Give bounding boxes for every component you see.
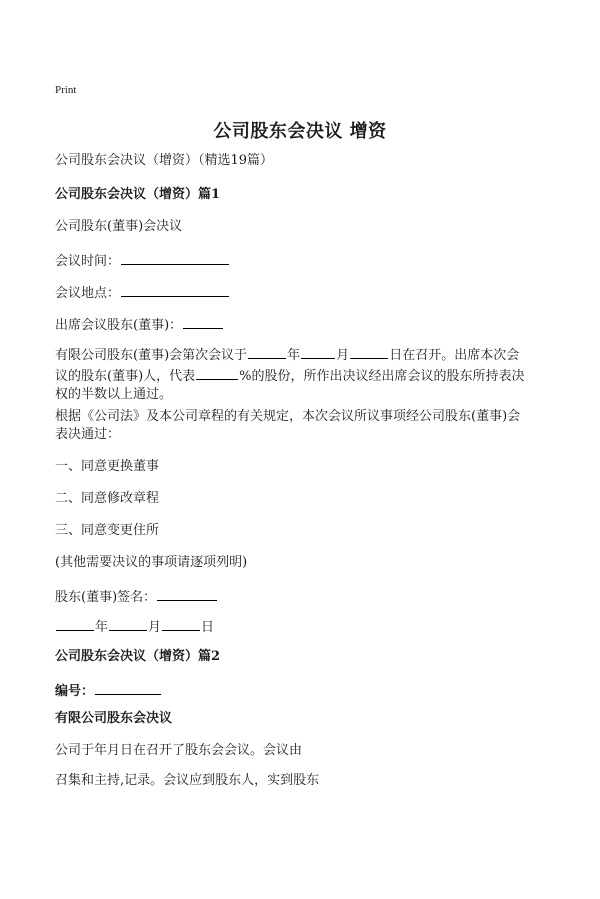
signature-row xyxy=(55,586,218,607)
date-year-blank xyxy=(56,616,94,631)
signature-blank xyxy=(157,586,217,601)
date-day: 日 xyxy=(201,620,215,635)
date-month-blank xyxy=(109,616,147,631)
part2-line-1: 公司于年月日在召开了股东会会议。会议由 xyxy=(55,743,303,758)
para1-text-b: 议的股东(董事)人，代表 xyxy=(55,369,196,384)
resolution-name: 公司股东(董事)会决议 xyxy=(55,219,183,234)
date-day-blank xyxy=(162,616,200,631)
attendees-row xyxy=(55,314,224,335)
page-title: 公司股东会决议 增资 xyxy=(213,121,387,142)
shares-blank xyxy=(196,365,238,380)
other-items-note: (其他需要决议的事项请逐项列明) xyxy=(55,555,248,570)
para1-day-rest: 日在召开。出席本次会 xyxy=(389,348,520,363)
resolution-name-2: 有限公司股东会决议 xyxy=(55,711,173,726)
number-label: 编号： xyxy=(55,684,95,699)
number-blank xyxy=(95,680,161,695)
year-blank xyxy=(248,344,286,359)
resolution-item-2: 二、同意修改章程 xyxy=(55,491,160,506)
para1-month: 月 xyxy=(336,348,350,363)
date-row xyxy=(55,616,214,637)
para1-text-a: 有限公司股东(董事)会第次会议于 xyxy=(55,348,248,363)
meeting-time-label: 会议时间： xyxy=(55,254,121,269)
print-link[interactable]: Print xyxy=(55,84,77,96)
signature-label: 股东(董事)签名： xyxy=(55,590,157,605)
law-paragraph xyxy=(55,408,547,444)
section-heading-2: 公司股东会决议（增资）篇2 xyxy=(55,649,221,664)
resolution-item-1: 一、同意更换董事 xyxy=(55,459,160,474)
law-paragraph-line1: 根据《公司法》及本公司章程的有关规定，本次会议所议事项经公司股东(董事)会 xyxy=(55,409,521,424)
para1-text-d: 权的半数以上通过。 xyxy=(55,387,173,402)
number-row xyxy=(55,680,162,701)
resolution-item-3: 三、同意变更住所 xyxy=(55,523,160,538)
day-blank xyxy=(350,344,388,359)
meeting-time-blank xyxy=(121,250,229,265)
meeting-paragraph xyxy=(55,344,547,404)
meeting-place-blank xyxy=(121,282,229,297)
attendees-label: 出席会议股东(董事)： xyxy=(55,318,183,333)
part2-line-2: 召集和主持,记录。会议应到股东人，实到股东 xyxy=(55,773,320,788)
month-blank xyxy=(301,344,335,359)
section-heading-1: 公司股东会决议（增资）篇1 xyxy=(55,187,221,202)
meeting-time-row xyxy=(55,250,230,271)
meeting-place-row xyxy=(55,282,230,303)
date-month: 月 xyxy=(148,620,162,635)
meeting-place-label: 会议地点： xyxy=(55,286,121,301)
attendees-blank xyxy=(183,314,223,329)
document-subtitle: 公司股东会决议（增资）（精选19篇） xyxy=(55,153,274,168)
date-year: 年 xyxy=(95,620,109,635)
para1-text-c: %的股份，所作出决议经出席会议的股东所持表决 xyxy=(239,369,525,384)
para1-year: 年 xyxy=(287,348,301,363)
law-paragraph-line2: 表决通过： xyxy=(55,427,121,442)
